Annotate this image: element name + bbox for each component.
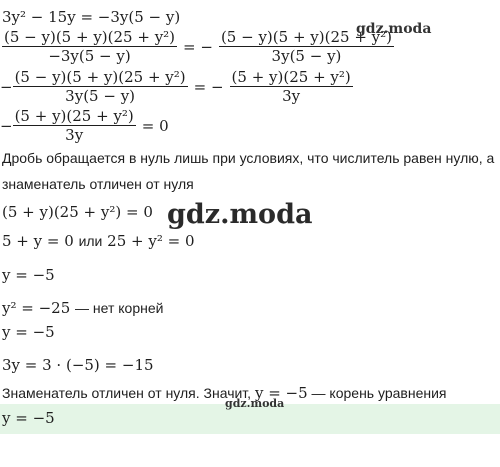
equation-part: 5 + y = 0 [2, 232, 74, 250]
minus-sign: − [0, 116, 13, 135]
answer-text: y = −5 [2, 409, 55, 427]
conclusion-math: y = −5 [254, 384, 308, 402]
conjunction-text: или [78, 233, 103, 249]
watermark-center: gdz.moda [167, 199, 313, 230]
watermark-top: gdz.moda [356, 21, 432, 37]
equation-line-5: (5 + y)(25 + y²) = 0 [2, 203, 153, 221]
top-separator [0, 0, 500, 5]
explanation-text-2: знаменатель отличен от нуля [2, 176, 194, 192]
fraction-denominator: 3y(5 − y) [65, 87, 136, 105]
equation-text: 3y² − 15y = −3y(5 − y) [2, 8, 181, 26]
fraction [230, 68, 353, 105]
equation-line-10: 3y = 3 · (−5) = −15 [2, 356, 154, 374]
equation-line-8 [2, 299, 500, 317]
fraction-numerator: (5 − y)(5 + y)(25 + y²) [14, 68, 186, 86]
equation-line-6 [2, 232, 500, 250]
conclusion-part: — корень уравнения [311, 385, 447, 401]
equation-line-9: y = −5 [2, 323, 55, 341]
fraction-denominator: 3y [65, 126, 84, 144]
fraction-numerator: (5 − y)(5 + y)(25 + y²) [4, 28, 176, 46]
equation-line-4 [0, 107, 500, 144]
fraction-denominator: 3y [282, 87, 301, 105]
equals-sign: = − [183, 37, 213, 56]
equation-part: y² = −25 [2, 299, 71, 317]
fraction [13, 107, 136, 144]
fraction-numerator: (5 + y)(25 + y²) [14, 107, 134, 125]
fraction-numerator: (5 + y)(25 + y²) [231, 68, 351, 86]
fraction-numerator: (5 − y)(5 + y)(25 + y²) [220, 28, 392, 46]
equation-tail: = 0 [141, 116, 169, 135]
fraction [2, 28, 177, 65]
equation-line-3 [0, 68, 500, 105]
fraction [13, 68, 188, 105]
equation-part: 25 + y² = 0 [107, 232, 195, 250]
fraction-denominator: 3y(5 − y) [271, 47, 342, 65]
equals-sign: = − [193, 77, 224, 96]
equation-line-7: y = −5 [2, 266, 55, 284]
explanation-text-1: Дробь обращается в нуль лишь при условиях, что числитель равен нулю, а [2, 150, 495, 166]
conclusion-part: Знаменатель отличен от нуля. Значит, [2, 385, 252, 401]
watermark-small: gdz.moda [225, 397, 285, 410]
fraction-denominator: −3y(5 − y) [48, 47, 131, 65]
comment-text: — нет корней [75, 300, 164, 316]
minus-sign: − [0, 77, 13, 96]
